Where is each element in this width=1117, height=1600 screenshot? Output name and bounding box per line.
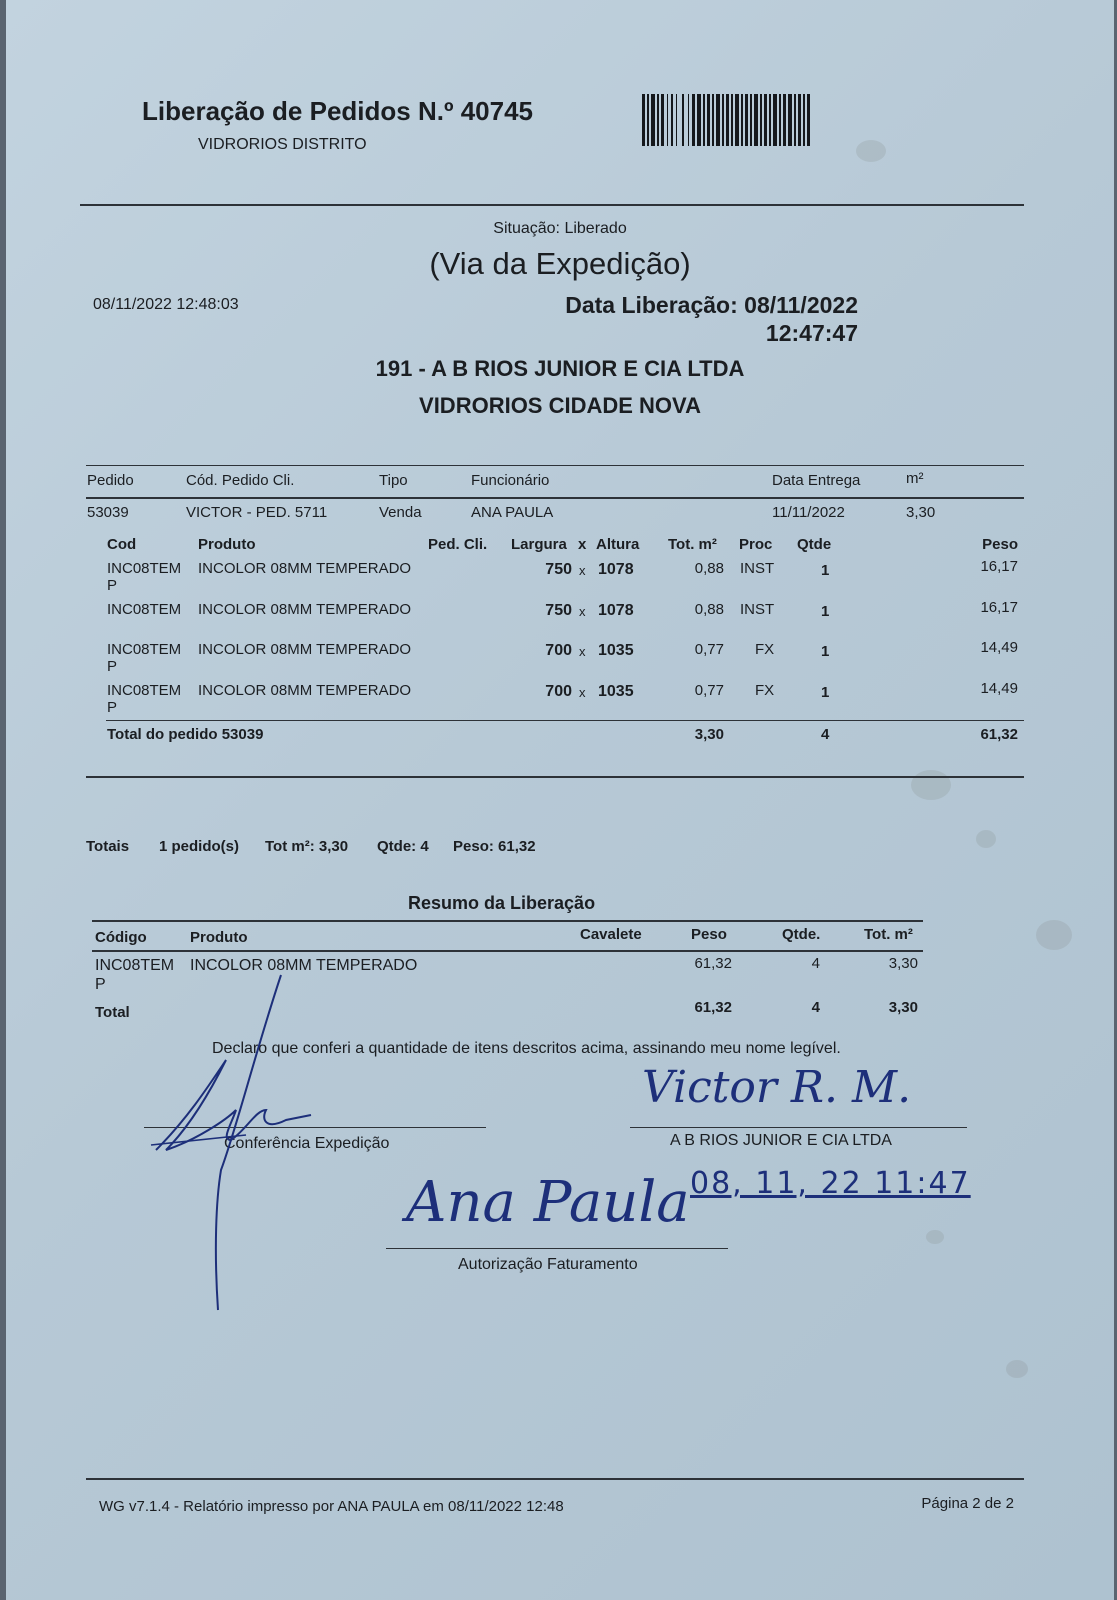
signature-label-expedicao: Conferência Expedição <box>224 1135 390 1152</box>
col-header-data-entrega: Data Entrega <box>772 472 861 489</box>
item-cod-wrap: P <box>107 658 118 675</box>
summary-col-codigo: Código <box>95 929 147 946</box>
company-name: VIDRORIOS DISTRITO <box>198 136 367 153</box>
autorizacao-signature: Ana Paula <box>406 1170 690 1235</box>
order-type: Venda <box>379 504 422 521</box>
order-number: 53039 <box>87 504 129 521</box>
item-peso: 14,49 <box>980 680 1018 697</box>
stain <box>976 830 996 848</box>
divider <box>86 1478 1024 1480</box>
col-header-tipo: Tipo <box>379 472 408 489</box>
summary-col-qtde: Qtde. <box>782 926 821 943</box>
stain <box>1006 1360 1028 1378</box>
item-produto: INCOLOR 08MM TEMPERADO <box>198 682 412 699</box>
summary-col-peso: Peso <box>691 926 727 943</box>
item-proc: INST <box>740 560 775 577</box>
col-header-largura: Largura <box>511 536 567 553</box>
item-cod: INC08TEM <box>107 641 182 658</box>
item-tot-m2: 0,88 <box>694 560 724 577</box>
signature-line <box>386 1248 728 1249</box>
summary-row-peso: 61,32 <box>694 955 732 972</box>
item-altura: 1078 <box>598 602 634 619</box>
item-cod: INC08TEM <box>107 601 182 618</box>
expedicao-signature <box>136 970 336 1320</box>
summary-row-qtde: 4 <box>811 955 820 972</box>
situation-label: Situação: Liberado <box>493 220 627 237</box>
printed-timestamp: 08/11/2022 12:48:03 <box>93 296 239 313</box>
summary-total-label: Total <box>95 1004 130 1021</box>
order-total-m2: 3,30 <box>694 726 724 743</box>
item-proc: FX <box>755 682 775 699</box>
summary-col-tot-m2: Tot. m² <box>864 926 913 943</box>
col-header-produto: Produto <box>198 536 256 553</box>
client-store: VIDRORIOS CIDADE NOVA <box>419 393 701 418</box>
stain <box>1036 920 1072 950</box>
client-name: 191 - A B RIOS JUNIOR E CIA LTDA <box>375 356 745 381</box>
col-header-ped-cli: Ped. Cli. <box>428 536 488 553</box>
summary-total-tot-m2: 3,30 <box>888 999 918 1016</box>
item-cod-wrap: P <box>107 699 118 716</box>
summary-row-codigo-wrap: P <box>95 976 106 993</box>
col-header-m2: m² <box>906 470 924 487</box>
item-cod-wrap: P <box>107 577 118 594</box>
item-x: x <box>579 644 586 659</box>
totals-peso: Peso: 61,32 <box>453 838 536 855</box>
barcode <box>642 94 810 146</box>
stain <box>911 770 951 800</box>
footer-page-number: Página 2 de 2 <box>921 1495 1014 1512</box>
order-total-peso: 61,32 <box>980 726 1018 743</box>
item-proc: INST <box>740 601 775 618</box>
item-largura: 750 <box>545 561 572 578</box>
handwritten-datetime: 08, 11, 22 11:47 <box>690 1166 971 1201</box>
item-qtde: 1 <box>821 562 830 579</box>
item-peso: 14,49 <box>980 639 1018 656</box>
item-altura: 1078 <box>598 561 634 578</box>
col-header-x: x <box>578 536 587 553</box>
item-tot-m2: 0,77 <box>694 682 724 699</box>
item-altura: 1035 <box>598 683 634 700</box>
item-qtde: 1 <box>821 684 830 701</box>
release-date: Data Liberação: 08/11/2022 <box>565 292 858 318</box>
item-produto: INCOLOR 08MM TEMPERADO <box>198 641 412 658</box>
order-total-qtde: 4 <box>821 726 830 743</box>
col-header-cod: Cod <box>107 536 137 553</box>
divider <box>92 920 923 922</box>
summary-total-qtde: 4 <box>811 999 820 1016</box>
col-header-tot-m2: Tot. m² <box>668 536 717 553</box>
col-header-proc: Proc <box>739 536 773 553</box>
divider <box>80 204 1024 206</box>
client-order-code: VICTOR - PED. 5711 <box>186 504 328 521</box>
col-header-altura: Altura <box>596 536 640 553</box>
summary-title: Resumo da Liberação <box>408 893 596 913</box>
delivery-date: 11/11/2022 <box>772 504 845 521</box>
item-largura: 700 <box>545 683 572 700</box>
col-header-qtde: Qtde <box>797 536 832 553</box>
totals-m2: Tot m²: 3,30 <box>265 838 349 855</box>
item-tot-m2: 0,88 <box>694 601 724 618</box>
col-header-pedido: Pedido <box>87 472 134 489</box>
divider <box>86 465 1024 466</box>
document-title: Liberação de Pedidos N.º 40745 <box>142 96 533 126</box>
via-label: (Via da Expedição) <box>429 246 691 281</box>
col-header-cod-pedido-cli: Cód. Pedido Cli. <box>186 472 295 489</box>
summary-row-codigo: INC08TEM <box>95 957 175 974</box>
employee: ANA PAULA <box>471 504 554 521</box>
item-qtde: 1 <box>821 643 830 660</box>
item-cod: INC08TEM <box>107 682 182 699</box>
totals-pedidos: 1 pedido(s) <box>159 838 240 855</box>
signature-label-client: A B RIOS JUNIOR E CIA LTDA <box>670 1132 892 1149</box>
item-largura: 700 <box>545 642 572 659</box>
item-produto: INCOLOR 08MM TEMPERADO <box>198 601 412 618</box>
stain <box>926 1230 944 1244</box>
item-x: x <box>579 685 586 700</box>
item-qtde: 1 <box>821 603 830 620</box>
totals-label: Totais <box>86 838 130 855</box>
divider <box>86 497 1024 499</box>
divider <box>92 950 923 952</box>
client-signature: Victor R. M. <box>642 1062 912 1113</box>
item-largura: 750 <box>545 602 572 619</box>
summary-row-produto: INCOLOR 08MM TEMPERADO <box>190 957 418 974</box>
order-total-label: Total do pedido 53039 <box>107 726 264 743</box>
item-peso: 16,17 <box>980 599 1018 616</box>
release-time: 12:47:47 <box>765 320 858 346</box>
stain <box>856 140 886 162</box>
item-tot-m2: 0,77 <box>694 641 724 658</box>
summary-row-tot-m2: 3,30 <box>888 955 918 972</box>
document-page <box>6 0 1114 1600</box>
col-header-funcionario: Funcionário <box>471 472 550 489</box>
signature-label-autorizacao: Autorização Faturamento <box>458 1256 638 1273</box>
signature-line <box>630 1127 967 1128</box>
item-altura: 1035 <box>598 642 634 659</box>
footer-printed-by: WG v7.1.4 - Relatório impresso por ANA PAULA em 08/11/2022 12:48 <box>99 1498 564 1515</box>
divider <box>86 776 1024 778</box>
item-x: x <box>579 563 586 578</box>
item-x: x <box>579 604 586 619</box>
totals-qtde: Qtde: 4 <box>377 838 429 855</box>
col-header-peso: Peso <box>982 536 1018 553</box>
item-produto: INCOLOR 08MM TEMPERADO <box>198 560 412 577</box>
declaration-text: Declaro que conferi a quantidade de itens descritos acima, assinando meu nome legível. <box>212 1040 841 1057</box>
summary-col-cavalete: Cavalete <box>580 926 642 943</box>
summary-col-produto: Produto <box>190 929 248 946</box>
item-cod: INC08TEM <box>107 560 182 577</box>
summary-total-peso: 61,32 <box>694 999 732 1016</box>
divider <box>106 720 1024 721</box>
item-proc: FX <box>755 641 775 658</box>
item-peso: 16,17 <box>980 558 1018 575</box>
order-m2: 3,30 <box>906 504 936 521</box>
